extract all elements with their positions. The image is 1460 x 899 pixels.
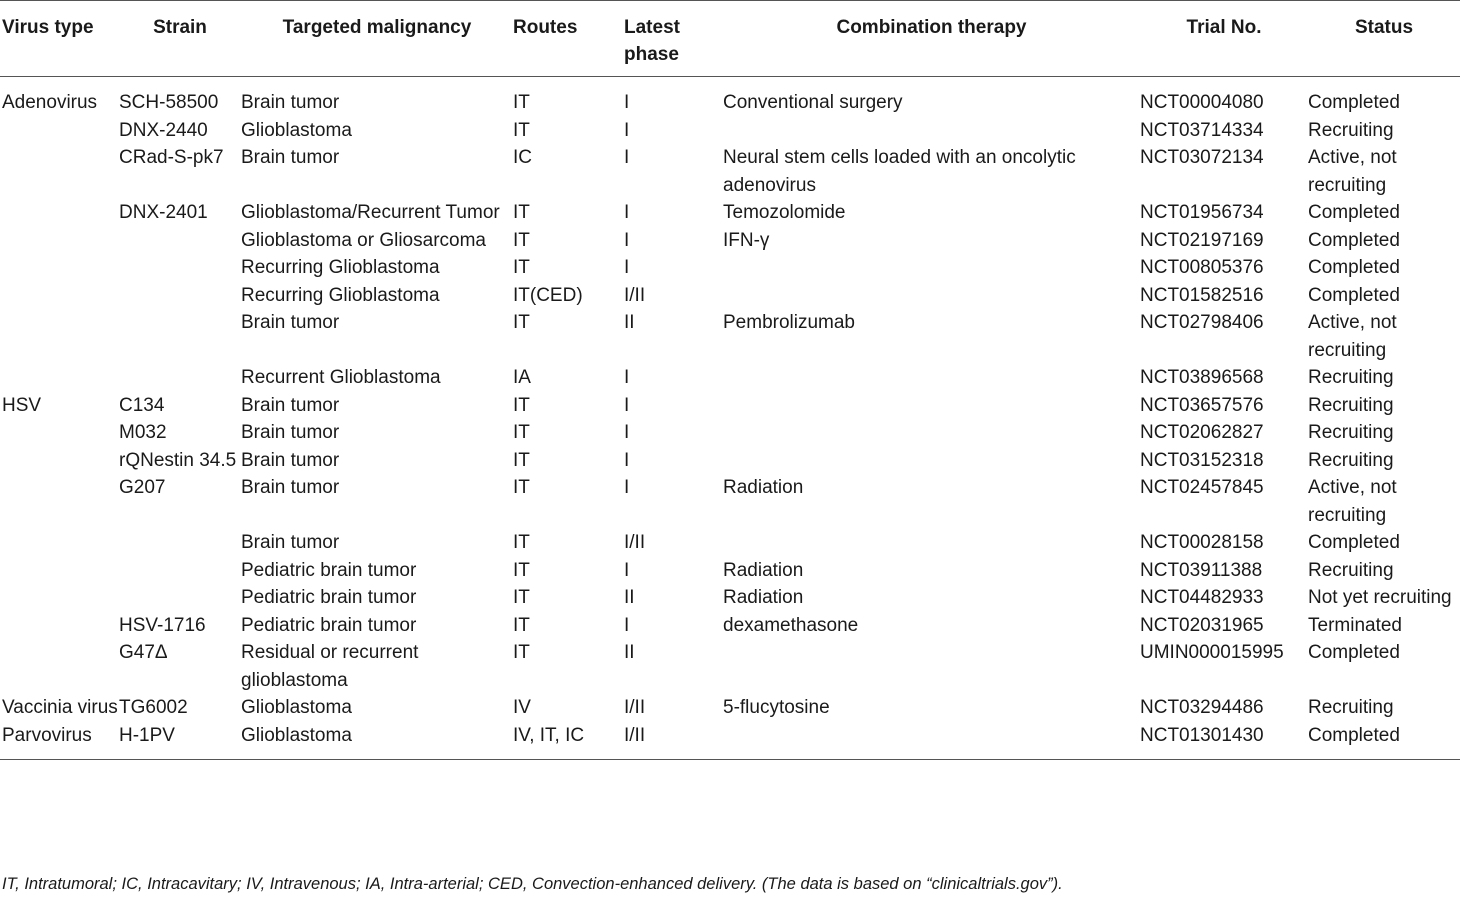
cell-status: Completed [1308, 722, 1460, 760]
header-strain: Strain [119, 1, 241, 77]
cell-targeted-malignancy: Pediatric brain tumor [241, 587, 417, 608]
table-row [0, 557, 1460, 585]
cell-trial-no: NCT03072134 [1140, 147, 1264, 168]
cell-strain: H-1PV [119, 722, 241, 760]
cell-combination-therapy [723, 722, 1140, 760]
cell-latest-phase: II [624, 587, 635, 608]
cell-trial-no: NCT03152318 [1140, 449, 1264, 471]
cell-combination-therapy: Radiation [723, 477, 804, 498]
table-row [0, 254, 1460, 282]
cell-combination-therapy [723, 447, 1140, 475]
cell-status: Recruiting [1308, 449, 1394, 471]
table-row [0, 282, 1460, 310]
cell-targeted-malignancy: Pediatric brain tumor [241, 614, 417, 636]
cell-targeted-malignancy: Recurrent Glioblastoma [241, 367, 441, 388]
cell-combination-therapy: Neural stem cells loaded with an oncolytic adenovirus [723, 147, 1076, 196]
cell-strain: G207 [119, 477, 166, 498]
cell-routes: IT [513, 642, 530, 663]
cell-trial-no: NCT01582516 [1140, 284, 1264, 306]
cell-combination-therapy: Radiation [723, 559, 804, 581]
header-virus-type: Virus type [0, 1, 119, 77]
cell-virus-type: Adenovirus [2, 92, 98, 113]
cell-strain: C134 [119, 394, 165, 416]
cell-strain [119, 584, 241, 612]
table-row [0, 227, 1460, 255]
cell-virus-type [0, 557, 119, 585]
cell-status: Completed [1308, 284, 1400, 306]
cell-latest-phase: I/II [624, 697, 646, 718]
header-trial-no: Trial No. [1140, 1, 1308, 77]
cell-trial-no: NCT02062827 [1140, 422, 1264, 443]
table-row [0, 529, 1460, 557]
cell-targeted-malignancy: Glioblastoma/Recurrent Tumor [241, 202, 500, 223]
cell-trial-no: NCT02457845 [1140, 477, 1264, 498]
cell-virus-type [0, 227, 119, 255]
cell-status: Active, not recruiting [1308, 147, 1397, 196]
cell-virus-type: Parvovirus [0, 722, 119, 760]
cell-latest-phase: I [624, 367, 630, 388]
cell-status: Completed [1308, 257, 1400, 278]
cell-virus-type [0, 199, 119, 227]
cell-status: Active, not recruiting [1308, 477, 1397, 526]
cell-trial-no: NCT02798406 [1140, 312, 1264, 333]
cell-routes: IT [513, 587, 530, 608]
cell-routes: IV [513, 697, 531, 718]
cell-combination-therapy: Temozolomide [723, 202, 846, 223]
cell-status: Completed [1308, 642, 1400, 663]
cell-strain [119, 557, 241, 585]
cell-combination-therapy [723, 282, 1140, 310]
table-row [0, 447, 1460, 475]
cell-combination-therapy [723, 639, 1140, 694]
cell-latest-phase: I [624, 394, 630, 416]
cell-trial-no: NCT00028158 [1140, 532, 1264, 553]
cell-latest-phase: I [624, 92, 630, 113]
cell-virus-type [0, 117, 119, 145]
cell-status: Recruiting [1308, 422, 1394, 443]
cell-virus-type [0, 309, 119, 364]
cell-status: Recruiting [1308, 559, 1394, 581]
cell-virus-type [0, 254, 119, 282]
cell-routes: IT [513, 614, 530, 636]
table-row [0, 722, 1460, 760]
cell-latest-phase: I [624, 229, 630, 251]
cell-targeted-malignancy: Pediatric brain tumor [241, 559, 417, 581]
cell-strain [119, 254, 241, 282]
cell-latest-phase: I/II [594, 722, 723, 760]
cell-strain: CRad-S-pk7 [119, 147, 224, 168]
table-row [0, 474, 1460, 529]
table-body [0, 77, 1460, 760]
cell-virus-type [0, 529, 119, 557]
header-targeted-malignancy: Targeted malignancy [241, 1, 513, 77]
cell-combination-therapy [723, 117, 1140, 145]
table-row [0, 144, 1460, 199]
cell-strain: SCH-58500 [119, 92, 219, 113]
cell-routes: IT [513, 257, 530, 278]
table-row [0, 364, 1460, 392]
cell-strain: DNX-2401 [119, 202, 208, 223]
cell-strain: rQNestin 34.5 [119, 449, 237, 471]
cell-virus-type [0, 364, 119, 392]
table-row [0, 309, 1460, 364]
cell-trial-no: NCT00004080 [1140, 92, 1264, 113]
cell-combination-therapy [723, 419, 1140, 447]
cell-strain [119, 309, 241, 364]
cell-strain [119, 227, 241, 255]
cell-latest-phase: I/II [624, 532, 646, 553]
cell-trial-no: NCT03294486 [1140, 697, 1264, 718]
table-row [0, 639, 1460, 694]
cell-virus-type [0, 144, 119, 199]
cell-targeted-malignancy: Residual or recurrent glioblastoma [241, 642, 419, 691]
cell-virus-type [0, 474, 119, 529]
cell-status: Completed [1308, 532, 1400, 553]
cell-routes: IC [513, 147, 532, 168]
cell-trial-no: NCT03896568 [1140, 367, 1264, 388]
cell-virus-type: HSV [2, 394, 42, 416]
cell-routes: IT [513, 312, 530, 333]
cell-trial-no: NCT01956734 [1140, 202, 1264, 223]
table-row [0, 199, 1460, 227]
header-status: Status [1308, 1, 1460, 77]
cell-targeted-malignancy: Brain tumor [241, 477, 340, 498]
cell-latest-phase: I [624, 614, 630, 636]
cell-trial-no: UMIN000015995 [1140, 642, 1284, 663]
cell-status: Completed [1308, 92, 1400, 113]
table-row [0, 419, 1460, 447]
cell-strain [119, 282, 241, 310]
cell-combination-therapy: Radiation [723, 587, 804, 608]
cell-strain: M032 [119, 422, 167, 443]
cell-combination-therapy: dexamethasone [723, 614, 859, 636]
cell-virus-type [0, 447, 119, 475]
header-combination-therapy: Combination therapy [723, 1, 1140, 77]
cell-trial-no: NCT03657576 [1140, 394, 1264, 416]
cell-strain [119, 529, 241, 557]
cell-latest-phase: I [624, 422, 630, 443]
cell-latest-phase: I [624, 147, 630, 168]
cell-latest-phase: I [624, 119, 630, 141]
cell-combination-therapy: Conventional surgery [723, 92, 903, 113]
cell-status: Not yet recruiting [1308, 587, 1452, 608]
cell-status: Completed [1308, 202, 1400, 223]
cell-latest-phase: I [624, 559, 630, 581]
cell-status: Recruiting [1308, 119, 1394, 141]
table-row [0, 392, 1460, 420]
cell-latest-phase: I/II [624, 284, 646, 306]
cell-routes: IT [513, 119, 530, 141]
cell-trial-no: NCT01301430 [1140, 722, 1308, 760]
cell-latest-phase: I [624, 449, 630, 471]
cell-routes: IA [513, 367, 531, 388]
cell-virus-type [0, 584, 119, 612]
cell-combination-therapy: 5-flucytosine [723, 697, 830, 718]
table-row [0, 77, 1460, 117]
cell-status: Completed [1308, 229, 1400, 251]
cell-targeted-malignancy: Glioblastoma [241, 722, 513, 760]
cell-strain [119, 364, 241, 392]
cell-latest-phase: II [624, 312, 635, 333]
cell-latest-phase: II [624, 642, 635, 663]
table-row [0, 612, 1460, 640]
cell-routes: IT(CED) [513, 284, 583, 306]
cell-targeted-malignancy: Brain tumor [241, 147, 340, 168]
cell-targeted-malignancy: Brain tumor [241, 422, 340, 443]
header-latest-phase: Latest phase [594, 1, 723, 77]
cell-combination-therapy [723, 392, 1140, 420]
cell-trial-no: NCT04482933 [1140, 587, 1264, 608]
table-row [0, 694, 1460, 722]
cell-targeted-malignancy: Glioblastoma [241, 119, 352, 141]
cell-targeted-malignancy: Brain tumor [241, 532, 340, 553]
cell-trial-no: NCT02031965 [1140, 614, 1264, 636]
cell-routes: IT [513, 422, 530, 443]
cell-status: Recruiting [1308, 367, 1394, 388]
cell-strain: HSV-1716 [119, 614, 206, 636]
cell-combination-therapy [723, 529, 1140, 557]
cell-targeted-malignancy: Recurring Glioblastoma [241, 284, 440, 306]
cell-combination-therapy: IFN-γ [723, 229, 770, 251]
cell-strain: DNX-2440 [119, 119, 208, 141]
cell-status: Active, not recruiting [1308, 312, 1397, 361]
cell-trial-no: NCT03714334 [1140, 119, 1264, 141]
cell-status: Terminated [1308, 614, 1402, 636]
cell-targeted-malignancy: Recurring Glioblastoma [241, 257, 440, 278]
cell-strain: G47Δ [119, 642, 168, 663]
table-footnote: IT, Intratumoral; IC, Intracavitary; IV, Intravenous; IA, Intra-arterial; CED, Convection-enhanced delivery. (The data is based on “clinicaltrials.gov”). [2, 875, 1063, 893]
cell-routes: IT [513, 532, 530, 553]
cell-latest-phase: I [624, 202, 630, 223]
cell-latest-phase: I [624, 477, 630, 498]
cell-routes: IT [513, 449, 530, 471]
cell-virus-type [0, 419, 119, 447]
cell-routes: IT [513, 559, 530, 581]
cell-targeted-malignancy: Brain tumor [241, 92, 340, 113]
cell-latest-phase: I [624, 257, 630, 278]
table-row [0, 117, 1460, 145]
cell-virus-type [0, 612, 119, 640]
cell-routes: IT [513, 202, 530, 223]
cell-combination-therapy: Pembrolizumab [723, 312, 855, 333]
cell-trial-no: NCT00805376 [1140, 257, 1264, 278]
cell-targeted-malignancy: Brain tumor [241, 449, 340, 471]
cell-routes: IT [513, 477, 530, 498]
header-row [0, 1, 1460, 77]
cell-status: Recruiting [1308, 697, 1394, 718]
cell-virus-type [0, 639, 119, 694]
cell-virus-type [0, 282, 119, 310]
cell-routes: IT [513, 394, 530, 416]
cell-strain: TG6002 [119, 697, 188, 718]
cell-virus-type: Vaccinia virus [2, 697, 118, 718]
cell-combination-therapy [723, 254, 1140, 282]
cell-routes: IV, IT, IC [513, 722, 594, 760]
cell-status: Recruiting [1308, 394, 1394, 416]
table-row [0, 584, 1460, 612]
cell-trial-no: NCT02197169 [1140, 229, 1264, 251]
cell-targeted-malignancy: Brain tumor [241, 312, 340, 333]
cell-targeted-malignancy: Brain tumor [241, 394, 340, 416]
cell-trial-no: NCT03911388 [1140, 559, 1263, 581]
cell-combination-therapy [723, 364, 1140, 392]
header-routes: Routes [513, 1, 594, 77]
cell-routes: IT [513, 92, 530, 113]
cell-targeted-malignancy: Glioblastoma [241, 697, 352, 718]
cell-routes: IT [513, 229, 530, 251]
cell-targeted-malignancy: Glioblastoma or Gliosarcoma [241, 229, 486, 251]
